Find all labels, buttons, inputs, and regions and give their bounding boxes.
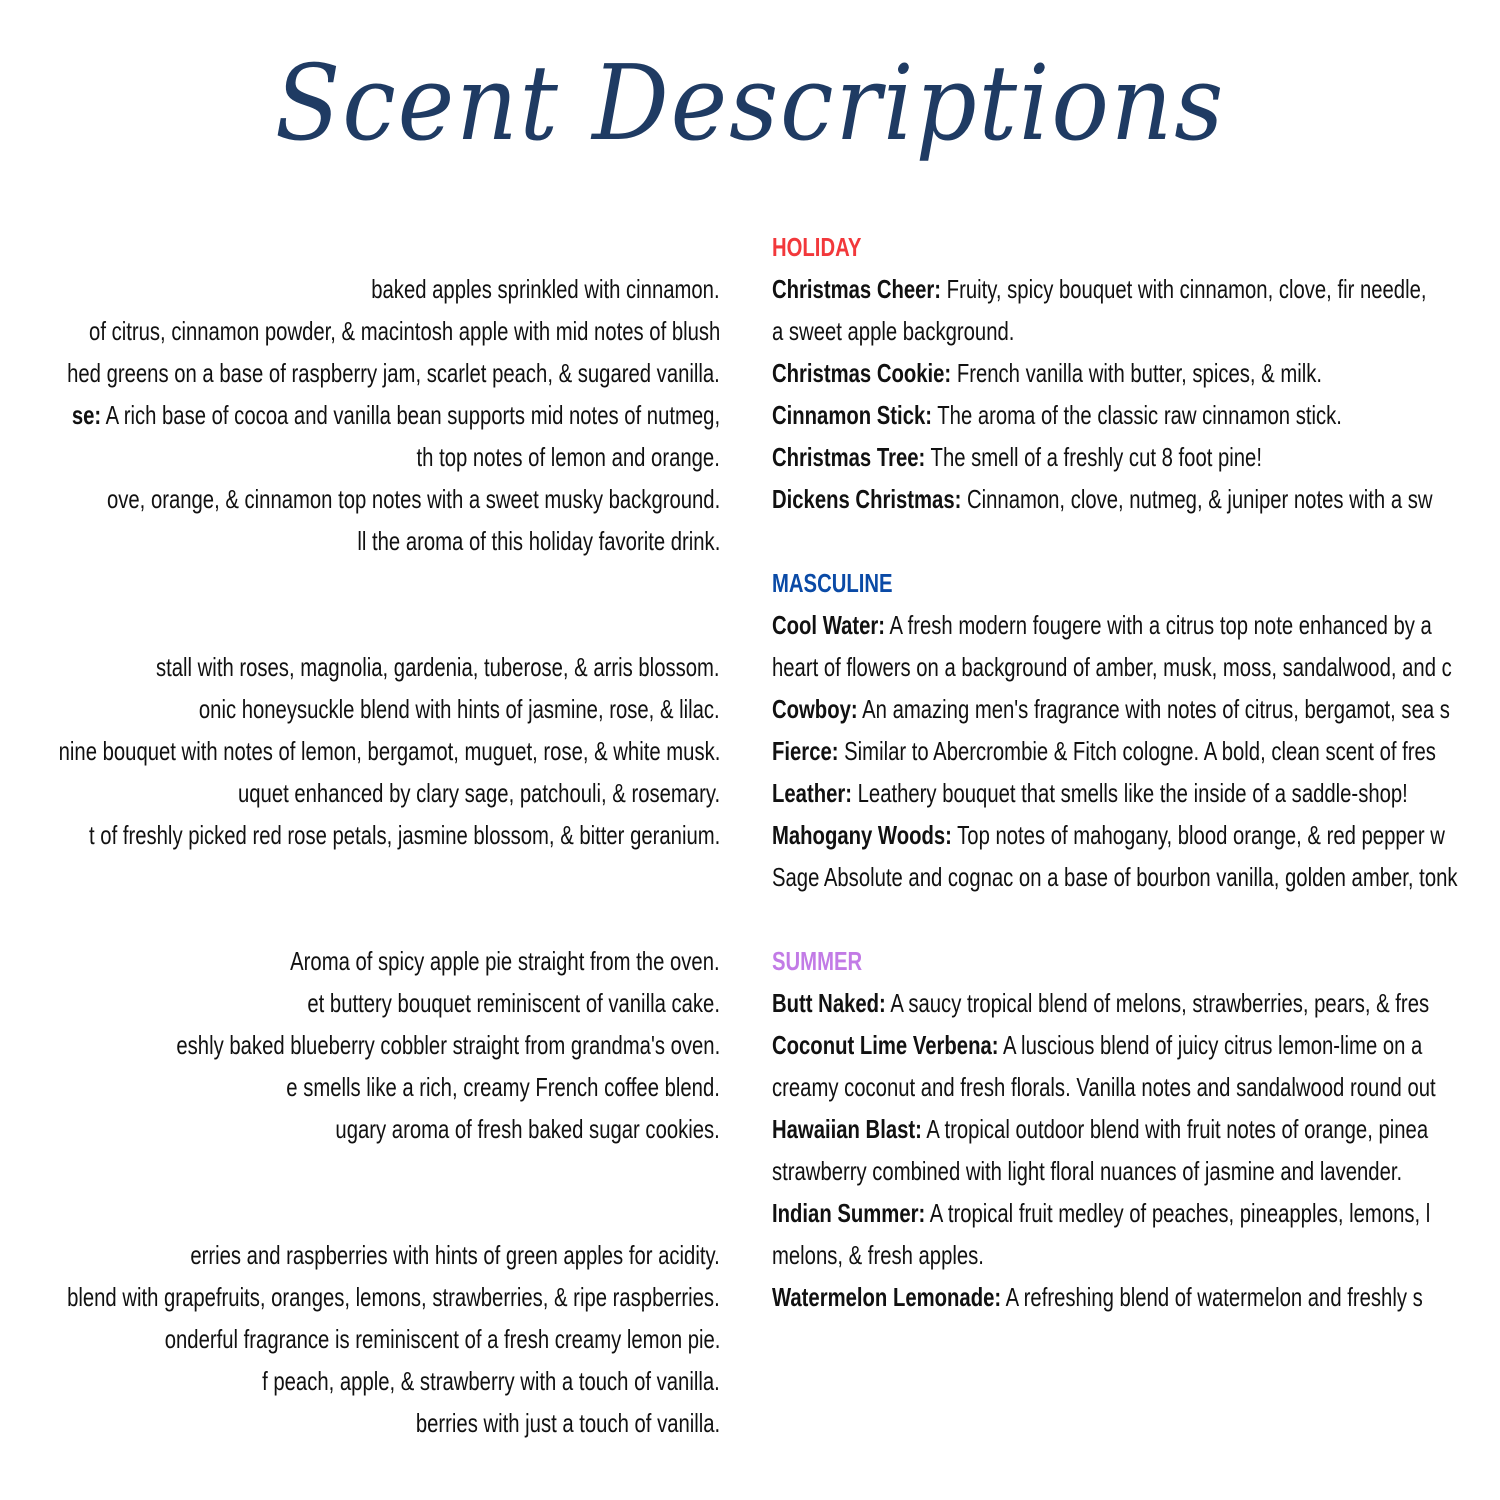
scent-line — [772, 856, 1458, 898]
scent-name: Cool Water: — [772, 610, 886, 640]
scent-description: A tropical fruit medley of peaches, pineapples, lemons, l — [925, 1198, 1431, 1228]
scent-description: ove, orange, & cinnamon top notes with a sweet musky background. — [106, 484, 720, 514]
scent-description: Fruity, spicy bouquet with cinnamon, clove, fir needle, — [941, 274, 1427, 304]
scent-description: et buttery bouquet reminiscent of vanilla cake. — [307, 988, 720, 1018]
scent-line — [416, 1402, 720, 1444]
page-title: Scent Descriptions — [274, 42, 1226, 164]
scent-line — [156, 646, 720, 688]
scent-line — [372, 268, 720, 310]
scent-name: Cowboy: — [772, 694, 858, 724]
scent-line — [772, 730, 1436, 772]
scent-description: Top notes of mahogany, blood orange, & red pepper w — [951, 820, 1445, 850]
scent-line — [67, 1276, 720, 1318]
scent-line — [772, 688, 1450, 730]
scent-description: heart of flowers on a background of amber, musk, moss, sandalwood, and c — [772, 652, 1452, 682]
scent-description: A saucy tropical blend of melons, strawberries, pears, & fres — [885, 988, 1430, 1018]
scent-line — [772, 268, 1427, 310]
scent-line — [772, 604, 1432, 646]
scent-line — [772, 1066, 1436, 1108]
scent-description: melons, & fresh apples. — [772, 1240, 984, 1270]
scent-line — [772, 646, 1452, 688]
scent-description: creamy coconut and fresh florals. Vanilla notes and sandalwood round out — [772, 1072, 1436, 1102]
scent-line — [772, 478, 1433, 520]
scent-line — [772, 1150, 1402, 1192]
scent-line — [307, 982, 720, 1024]
scent-line — [772, 1276, 1423, 1318]
scent-name: Leather: — [772, 778, 853, 808]
scent-name: Butt Naked: — [772, 988, 886, 1018]
scent-line — [67, 352, 720, 394]
scent-line — [417, 436, 720, 478]
scent-description: blend with grapefruits, oranges, lemons, strawberries, & ripe raspberries. — [67, 1282, 720, 1312]
scent-line — [164, 1318, 720, 1360]
scent-name: Hawaiian Blast: — [772, 1114, 922, 1144]
scent-line — [72, 394, 720, 436]
scent-line — [262, 1360, 720, 1402]
scent-description: A luscious blend of juicy citrus lemon-lime on a — [998, 1030, 1423, 1060]
scent-description: A tropical outdoor blend with fruit notes of orange, pinea — [921, 1114, 1429, 1144]
section-heading-summer: SUMMER — [772, 946, 863, 976]
scent-description: A rich base of cocoa and vanilla bean supports mid notes of nutmeg, — [101, 400, 721, 430]
scent-description: Aroma of spicy apple pie straight from the oven. — [290, 946, 720, 976]
scent-line — [772, 1024, 1422, 1066]
scent-description: Cinnamon, clove, nutmeg, & juniper notes with a sw — [961, 484, 1433, 514]
scent-description: berries with just a touch of vanilla. — [415, 1408, 720, 1438]
scent-description: ll the aroma of this holiday favorite drink. — [357, 526, 720, 556]
scent-name: Cinnamon Stick: — [772, 400, 933, 430]
scent-description: uquet enhanced by clary sage, patchouli, & rosemary. — [237, 778, 720, 808]
scent-line — [336, 1108, 720, 1150]
scent-line — [772, 352, 1322, 394]
scent-line — [176, 1024, 720, 1066]
scent-line — [772, 1192, 1430, 1234]
scent-description: onderful fragrance is reminiscent of a fresh creamy lemon pie. — [164, 1324, 720, 1354]
scent-line — [357, 520, 720, 562]
scent-line — [191, 1234, 720, 1276]
scent-line — [772, 1234, 984, 1276]
scent-name: Mahogany Woods: — [772, 820, 952, 850]
scent-description: t of freshly picked red rose petals, jasmine blossom, & bitter geranium. — [88, 820, 720, 850]
scent-line — [291, 940, 720, 982]
scent-line — [772, 436, 1262, 478]
scent-description: Similar to Abercrombie & Fitch cologne. A bold, clean scent of fres — [838, 736, 1436, 766]
scent-line — [772, 982, 1429, 1024]
scent-line — [772, 394, 1342, 436]
scent-description: The aroma of the classic raw cinnamon stick. — [932, 400, 1342, 430]
scent-name: Christmas Cookie: — [772, 358, 952, 388]
scent-description: hed greens on a base of raspberry jam, scarlet peach, & sugared vanilla. — [67, 358, 720, 388]
scent-description: The smell of a freshly cut 8 foot pine! — [925, 442, 1262, 472]
scent-name: Dickens Christmas: — [772, 484, 962, 514]
scent-description: erries and raspberries with hints of green apples for acidity. — [190, 1240, 720, 1270]
section-heading-masculine: MASCULINE — [772, 568, 893, 598]
scent-name: Christmas Cheer: — [772, 274, 942, 304]
scent-description: of citrus, cinnamon powder, & macintosh apple with mid notes of blush — [88, 316, 720, 346]
scent-description: baked apples sprinkled with cinnamon. — [371, 274, 720, 304]
scent-line — [772, 772, 1408, 814]
scent-line — [107, 478, 720, 520]
scent-line — [58, 730, 720, 772]
scent-description: ugary aroma of fresh baked sugar cookies. — [335, 1114, 720, 1144]
scent-description: eshly baked blueberry cobbler straight from grandma's oven. — [176, 1030, 720, 1060]
scent-name: Christmas Tree: — [772, 442, 926, 472]
scent-description: e smells like a rich, creamy French coffee blend. — [286, 1072, 720, 1102]
scent-description: French vanilla with butter, spices, & milk. — [951, 358, 1323, 388]
scent-name: Fierce: — [772, 736, 839, 766]
scent-description: a sweet apple background. — [772, 316, 1015, 346]
scent-description: nine bouquet with notes of lemon, bergamot, muguet, rose, & white musk. — [58, 736, 720, 766]
section-heading-holiday: HOLIDAY — [772, 232, 862, 262]
scent-description: f peach, apple, & strawberry with a touch of vanilla. — [262, 1366, 720, 1396]
scent-name: se: — [71, 400, 102, 430]
scent-description: An amazing men's fragrance with notes of citrus, bergamot, sea s — [857, 694, 1450, 724]
scent-name: Indian Summer: — [772, 1198, 926, 1228]
scent-name: Coconut Lime Verbena: — [772, 1030, 999, 1060]
scent-line — [772, 814, 1445, 856]
scent-line — [772, 1108, 1428, 1150]
scent-line — [238, 772, 720, 814]
scent-description: strawberry combined with light floral nuances of jasmine and lavender. — [772, 1156, 1403, 1186]
scent-description: onic honeysuckle blend with hints of jasmine, rose, & lilac. — [199, 694, 720, 724]
scent-description: th top notes of lemon and orange. — [416, 442, 720, 472]
scent-description: Leathery bouquet that smells like the inside of a saddle-shop! — [852, 778, 1408, 808]
scent-description: stall with roses, magnolia, gardenia, tuberose, & arris blossom. — [156, 652, 720, 682]
scent-line — [89, 814, 720, 856]
scent-name: Watermelon Lemonade: — [772, 1282, 1002, 1312]
scent-description: A fresh modern fougere with a citrus top note enhanced by a — [885, 610, 1432, 640]
scent-line — [89, 310, 720, 352]
scent-description: Sage Absolute and cognac on a base of bourbon vanilla, golden amber, tonk — [772, 862, 1458, 892]
scent-line — [199, 688, 720, 730]
scent-description: A refreshing blend of watermelon and freshly s — [1001, 1282, 1423, 1312]
scent-line — [772, 310, 1014, 352]
scent-line — [286, 1066, 720, 1108]
